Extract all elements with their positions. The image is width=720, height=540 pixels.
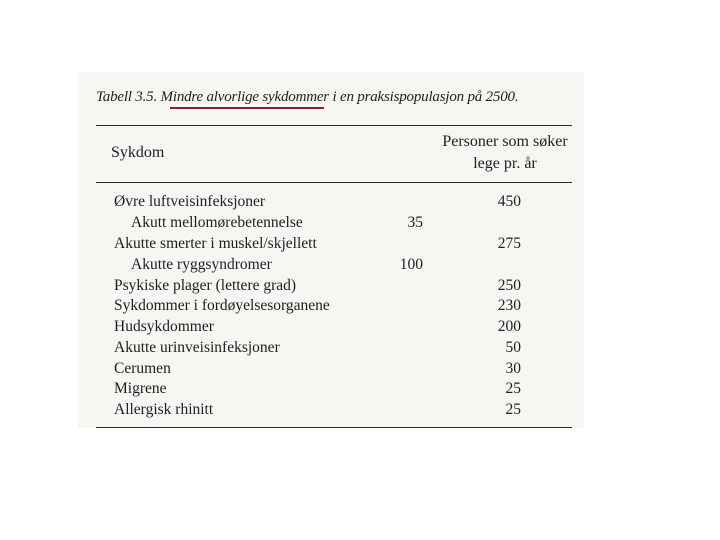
row-value: 230 — [497, 297, 521, 314]
row-label: Migrene — [114, 380, 167, 397]
row-label: Øvre luftveisinfeksjoner — [114, 193, 266, 210]
row-subvalue: 35 — [407, 214, 423, 231]
row-value: 50 — [505, 339, 521, 356]
table-row — [0, 297, 720, 318]
table-caption: Tabell 3.5. Mindre alvorlige sykdommer i en praksispopulasjon på 2500. — [96, 89, 519, 105]
table-row — [0, 214, 720, 235]
row-value: 25 — [505, 380, 521, 397]
table-row — [0, 360, 720, 381]
row-label: Sykdommer i fordøyelsesorganene — [114, 297, 330, 314]
column-header-personer — [430, 131, 580, 175]
column-header-sykdom: Sykdom — [111, 144, 165, 161]
row-subvalue: 100 — [399, 256, 423, 273]
row-label: Cerumen — [114, 360, 171, 377]
row-label: Akutte smerter i muskel/skjellett — [114, 235, 317, 252]
row-value: 30 — [505, 360, 521, 377]
table-row — [0, 339, 720, 360]
row-label: Akutt mellomørebetennelse — [131, 214, 303, 231]
table-row — [0, 235, 720, 256]
table-row — [0, 193, 720, 214]
table-row — [0, 277, 720, 298]
row-label: Akutte ryggsyndromer — [131, 256, 272, 273]
table-row — [0, 318, 720, 339]
row-label: Allergisk rhinitt — [114, 401, 214, 418]
bottom-rule — [96, 427, 572, 428]
row-value: 200 — [497, 318, 521, 335]
table-row — [0, 256, 720, 277]
row-label: Hudsykdommer — [114, 318, 214, 335]
table-row — [0, 380, 720, 401]
row-value: 25 — [505, 401, 521, 418]
red-underline-annotation — [170, 107, 324, 109]
top-rule — [96, 125, 572, 126]
row-label: Psykiske plager (lettere grad) — [114, 277, 297, 294]
header-rule — [96, 182, 572, 183]
table-row — [0, 401, 720, 422]
row-value: 275 — [497, 235, 521, 252]
column-header-personer-line1: Personer som søker — [442, 133, 568, 150]
row-value: 250 — [497, 277, 521, 294]
row-value: 450 — [497, 193, 521, 210]
row-label: Akutte urinveisinfeksjoner — [114, 339, 280, 356]
column-header-personer-line2: lege pr. år — [473, 155, 537, 172]
